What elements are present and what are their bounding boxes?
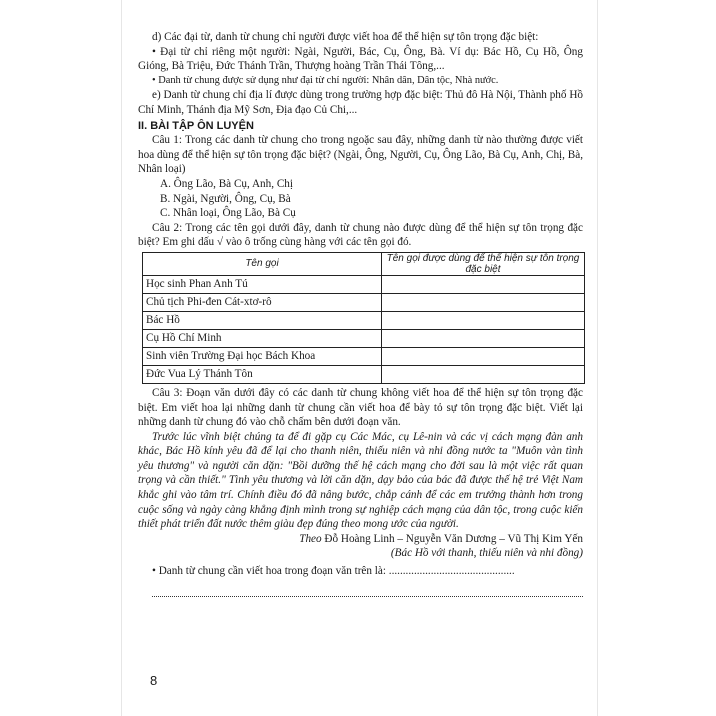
table-checkbox-cell[interactable]	[382, 311, 585, 329]
table-row	[143, 293, 585, 311]
question-3: Câu 3: Đoạn văn dưới đây có các danh từ chung không viết hoa để thể hiện sự tôn trọng đặc biệt. Em viết hoa lại những danh từ chung cần viết hoa để bày tỏ sự tôn trọng đặc biệt. Viết lại những danh từ chung đó vào chỗ chấm bên dưới đoạn văn.	[138, 386, 583, 429]
question-1-option: C. Nhân loại, Ông Lão, Bà Cụ	[160, 207, 296, 220]
table-cell-name: Học sinh Phan Anh Tú	[143, 275, 382, 293]
question-1-option: A. Ông Lão, Bà Cụ, Anh, Chị	[160, 177, 294, 190]
table-checkbox-cell[interactable]	[382, 329, 585, 347]
page-number: 8	[150, 673, 158, 688]
rule-d-bullet-2: • Danh từ chung được sử dụng như đại từ chỉ người: Nhân dân, Dân tộc, Nhà nước.	[152, 74, 499, 86]
story-passage: Trước lúc vĩnh biệt chúng ta để đi gặp cụ Các Mác, cụ Lê-nin và các vị cách mạng đàn anh khác, Bác Hồ kính yêu đã để lại cho thanh niên, thiếu niên và nhi đồng nước ta "Muôn vàn tình yêu thương" và người căn dặn: "Bồi dưỡng thế hệ cách mạng cho đời sau là một việc rất quan trọng và cần thiết." Tình yêu thương và lời căn dặn, dạy bảo của bác đã được thế hệ trẻ Việt Nam khắc ghi vào tâm trí. Chính điều đó đã nâng bước, chắp cánh để các em trưởng thành hơn trong cuộc sống và ngày càng khẳng định mình trong sự nghiệp cách mạng của dân tộc, trong cuộc kiến thiết phát triển đất nước thêm giàu đẹp đúng theo mong ước của người.	[138, 430, 583, 531]
table-cell-name: Sinh viên Trường Đại học Bách Khoa	[143, 347, 382, 365]
table-header-respect: Tên gọi được dùng để thể hiện sự tôn trọng đặc biệt	[382, 252, 585, 275]
table-row	[143, 347, 585, 365]
table-cell-name: Chủ tịch Phi-đen Cát-xtơ-rô	[143, 293, 382, 311]
question-1-option: B. Ngài, Người, Ông, Cụ, Bà	[160, 192, 291, 205]
source-book: (Bác Hồ với thanh, thiếu niên và nhi đồng)	[390, 547, 583, 560]
answer-prompt[interactable]: • Danh từ chung cần viết hoa trong đoạn văn trên là: .............................................	[152, 565, 515, 578]
table-checkbox-cell[interactable]	[382, 365, 585, 383]
source-authors-names: Đỗ Hoàng Linh – Nguyễn Văn Dương – Vũ Thị Kim Yến	[324, 532, 583, 545]
source-authors	[138, 532, 583, 547]
table-cell-name: Đức Vua Lý Thánh Tôn	[143, 365, 382, 383]
rule-e: e) Danh từ chung chỉ địa lí được dùng trong trường hợp đặc biệt: Thủ đô Hà Nội, Thành phố Hồ Chí Minh, Thánh địa Mỹ Sơn, Địa đạo Củ Chi,...	[138, 89, 583, 116]
table-cell-name: Bác Hồ	[143, 311, 382, 329]
section-heading: II. BÀI TẬP ÔN LUYỆN	[138, 119, 254, 132]
page-content	[138, 30, 583, 597]
table-checkbox-cell[interactable]	[382, 347, 585, 365]
naming-table	[142, 252, 585, 384]
table-cell-name: Cụ Hồ Chí Minh	[143, 329, 382, 347]
source-prefix: Theo	[299, 532, 322, 545]
table-row	[143, 275, 585, 293]
table-checkbox-cell[interactable]	[382, 293, 585, 311]
table-checkbox-cell[interactable]	[382, 275, 585, 293]
question-2: Câu 2: Trong các tên gọi dưới đây, danh từ chung nào được dùng để thể hiện sự tôn trọng đặc biệt? Em ghi dấu √ vào ô trống cùng hàng với các tên gọi đó.	[138, 221, 583, 249]
rule-d: d) Các đại từ, danh từ chung chỉ người được viết hoa để thể hiện sự tôn trọng đặc biệt:	[152, 31, 539, 43]
table-header-name: Tên gọi	[143, 252, 382, 275]
table-row	[143, 365, 585, 383]
question-1: Câu 1: Trong các danh từ chung cho trong ngoặc sau đây, những danh từ nào thường được viết hoa dùng để thể hiện sự tôn trọng đặc biệt? (Ngài, Ông, Người, Cụ, Ông Lão, Bà Cụ, Anh, Chị, Bà, Nhân loại)	[138, 134, 583, 176]
table-header-row	[143, 252, 585, 275]
answer-line[interactable]	[152, 583, 583, 597]
rule-d-bullet-1: • Đại từ chỉ riêng một người: Ngài, Người, Bác, Cụ, Ông, Bà. Ví dụ: Bác Hồ, Cụ Hồ, Ông Gióng, Bà Triệu, Đức Thánh Trần, Thượng hoàng Trần Thái Tông,...	[138, 45, 583, 73]
table-row	[143, 311, 585, 329]
table-row	[143, 329, 585, 347]
